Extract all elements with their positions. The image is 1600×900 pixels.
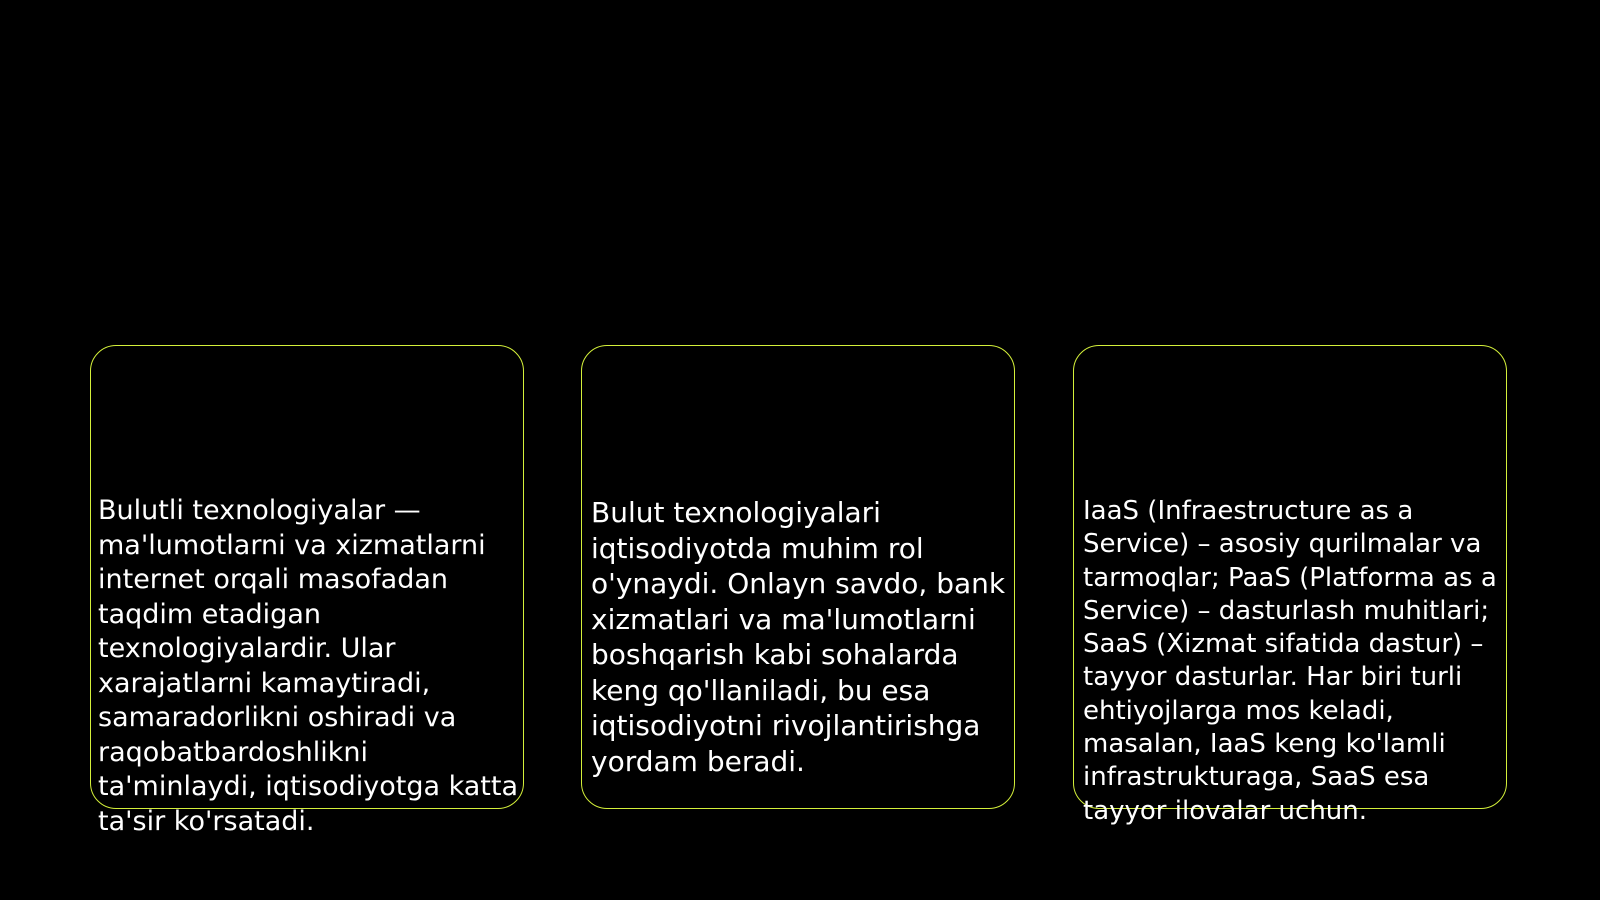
card-text: Bulut texnologiyalari iqtisodiyotda muhim rol o'ynaydi. Onlayn savdo, bank xizmatlari va ma'lumotlarni boshqarish kabi sohalarda keng qo'llaniladi, bu esa iqtisodiyotni rivojlantirishga yordam beradi. — [591, 496, 1006, 778]
info-card-economy-role — [581, 345, 1015, 809]
card-text: IaaS (Infraestructure as a Service) – asosiy qurilmalar va tarmoqlar; PaaS (Platforma as a Service) – dasturlash muhitlari; SaaS (Xizmat sifatida dastur) – tayyor dasturlar. Har biri turli ehtiyojlarga mos keladi, masalan, IaaS keng ko'lamli infrastrukturaga, SaaS esa tayyor ilovalar uchun. — [1083, 496, 1497, 826]
card-text: Bulutli texnologiyalar — ma'lumotlarni va xizmatlarni internet orqali masofadan taqdim etadigan texnologiyalardir. Ular xarajatlarni kamaytiradi, samaradorlikni oshiradi va raqobatbardoshlikni ta'minlaydi, iqtisodiyotga katta ta'sir ko'rsatadi. — [98, 495, 519, 837]
info-card-service-models — [1073, 345, 1507, 826]
info-card-cloud-definition — [90, 345, 524, 837]
